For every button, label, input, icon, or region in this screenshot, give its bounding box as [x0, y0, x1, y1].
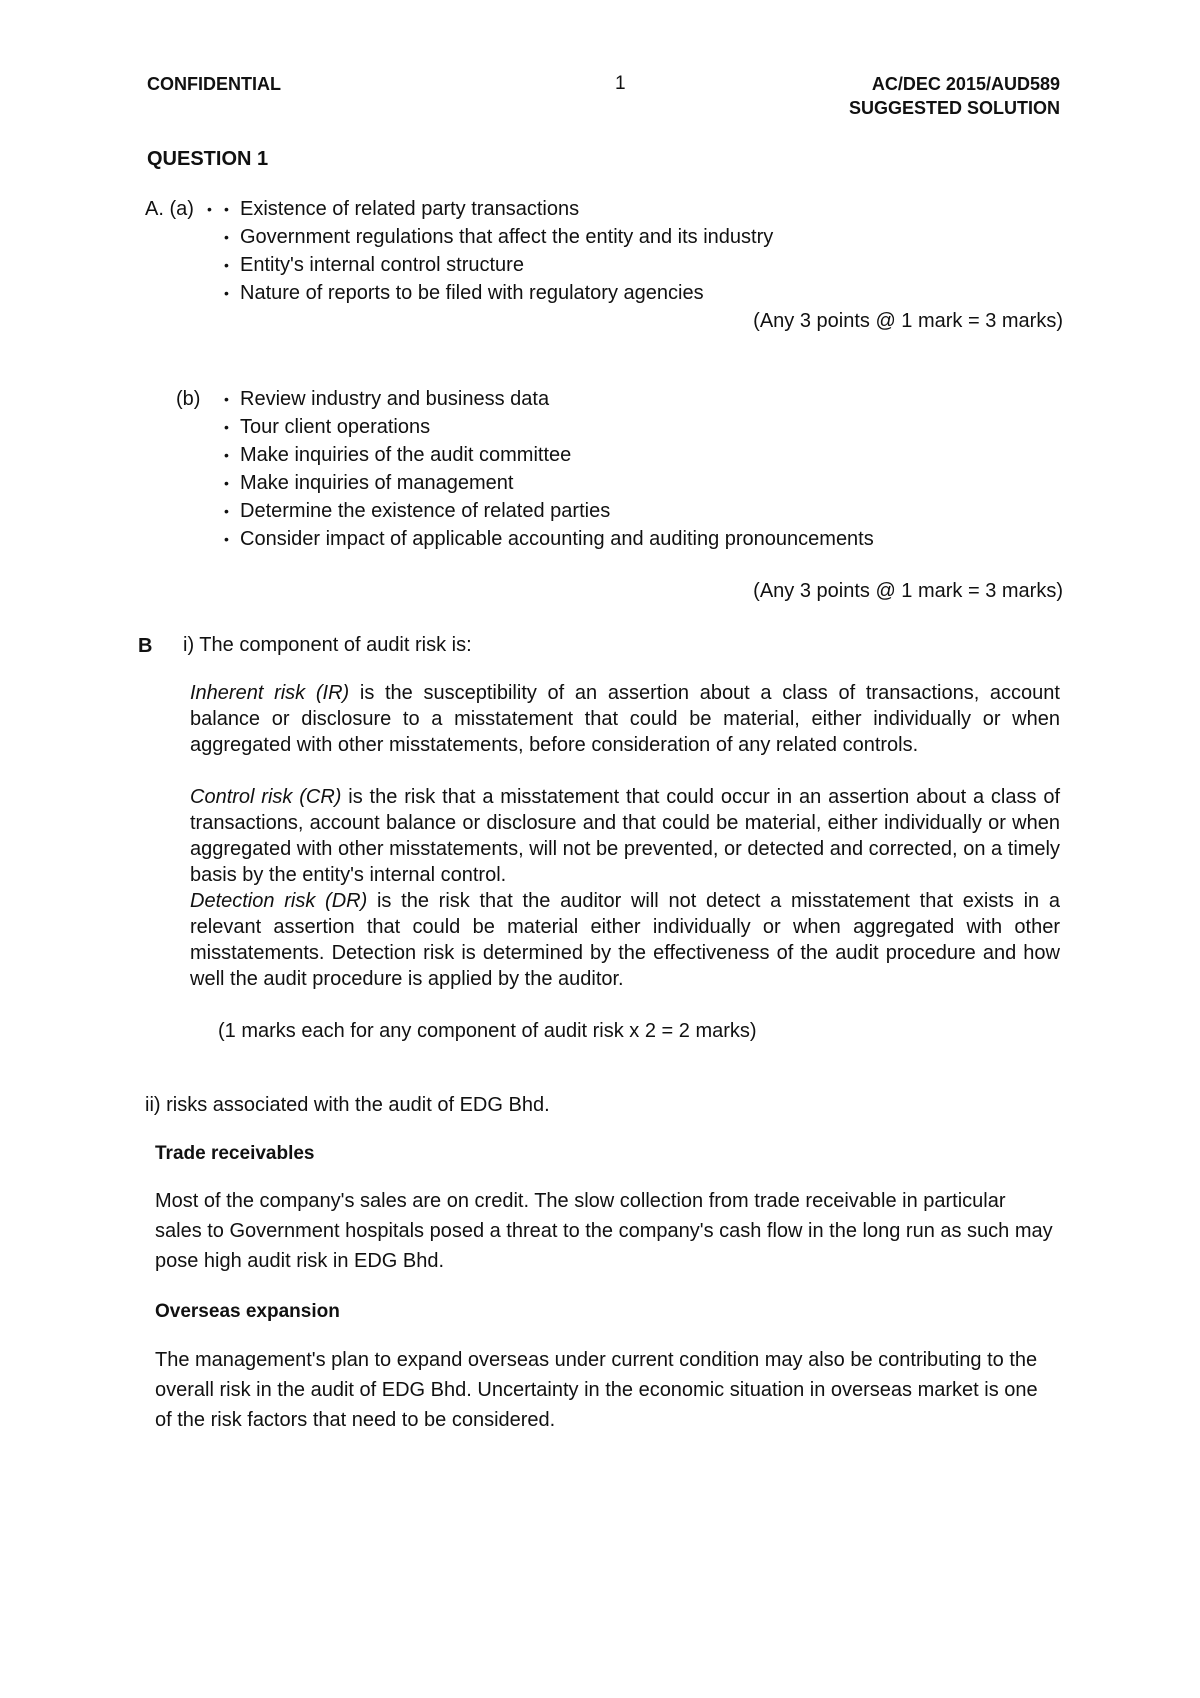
- confidential-label: CONFIDENTIAL: [147, 74, 281, 94]
- paper-code: AC/DEC 2015/AUD589: [871, 74, 1060, 94]
- list-item: Tour client operations: [240, 416, 431, 438]
- control-risk-text: is the risk that a misstatement that could occur in an assertion about a class of transactions, account balance or disclosure and that could be material, either individually or when aggregated with other misstatements, will not be prevented, or detected and corrected, on a timely basis by the entity's internal control.: [190, 786, 1060, 886]
- bullet-glyph: •: [224, 285, 229, 301]
- detection-risk-paragraph: [190, 888, 1060, 992]
- inherent-risk-paragraph: [190, 680, 1060, 758]
- bullet-glyph: •: [224, 447, 229, 463]
- marks-note: (1 marks each for any component of audit risk x 2 = 2 marks): [218, 1020, 757, 1042]
- bullet-glyph: •: [224, 201, 229, 217]
- inherent-risk-text: is the susceptibility of an assertion about a class of transactions, account balance or disclosure to a misstatement that could be material, either individually or when aggregated with other misstatements, before consideration of any related controls.: [190, 682, 1060, 756]
- bullet-glyph: •: [224, 503, 229, 519]
- part-b-label: B: [138, 635, 153, 657]
- question-title: QUESTION 1: [147, 148, 269, 170]
- list-item: Make inquiries of the audit committee: [240, 444, 572, 466]
- audit-risk-intro: i) The component of audit risk is:: [183, 634, 472, 656]
- inherent-risk-term: Inherent risk (IR): [190, 682, 350, 704]
- list-item: Nature of reports to be filed with regulatory agencies: [240, 282, 704, 304]
- detection-risk-term: Detection risk (DR): [190, 890, 368, 912]
- list-item: Review industry and business data: [240, 388, 550, 410]
- detection-risk-text: is the risk that the auditor will not detect a misstatement that exists in a relevant assertion that could be material either individually or when aggregated with other misstatements. Detection risk is determined by the effectiveness of the audit procedure and how well the audit procedure is applied by the auditor.: [190, 890, 1060, 990]
- control-risk-term: Control risk (CR): [190, 786, 342, 808]
- list-item: Make inquiries of management: [240, 472, 514, 494]
- list-item: Determine the existence of related parties: [240, 500, 611, 522]
- overseas-expansion-heading: Overseas expansion: [155, 1301, 340, 1322]
- bullet-glyph: •: [224, 229, 229, 245]
- page-number: 1: [615, 73, 626, 94]
- bullet-glyph: •: [224, 391, 229, 407]
- list-item: Consider impact of applicable accounting and auditing pronouncements: [240, 528, 874, 550]
- bullet-glyph: •: [224, 475, 229, 491]
- overseas-expansion-text: The management's plan to expand overseas under current condition may also be contributing to the overall risk in the audit of EDG Bhd. Uncertainty in the economic situation in overseas market is one of the risk factors that need to be considered.: [155, 1349, 1038, 1431]
- control-risk-paragraph: [190, 784, 1060, 888]
- marks-note: (Any 3 points @ 1 mark = 3 marks): [753, 310, 1063, 332]
- list-item: Existence of related party transactions: [240, 198, 580, 220]
- bullet-glyph: •: [224, 531, 229, 547]
- part-b-sub-label: (b): [176, 388, 201, 410]
- list-item: Entity's internal control structure: [240, 254, 524, 276]
- suggested-solution-label: SUGGESTED SOLUTION: [848, 98, 1060, 118]
- list-item: Government regulations that affect the entity and its industry: [240, 226, 774, 248]
- trade-receivables-text: Most of the company's sales are on credit. The slow collection from trade receivable in particular sales to Government hospitals posed a threat to the company's cash flow in the long run as such may pose high audit risk in EDG Bhd.: [155, 1190, 1053, 1272]
- risks-intro: ii) risks associated with the audit of EDG Bhd.: [145, 1094, 550, 1116]
- trade-receivables-heading: Trade receivables: [155, 1143, 315, 1164]
- bullet-glyph: •: [207, 201, 212, 217]
- bullet-glyph: •: [224, 419, 229, 435]
- bullet-glyph: •: [224, 257, 229, 273]
- marks-note: (Any 3 points @ 1 mark = 3 marks): [753, 580, 1063, 602]
- part-a-label: A. (a): [145, 198, 194, 220]
